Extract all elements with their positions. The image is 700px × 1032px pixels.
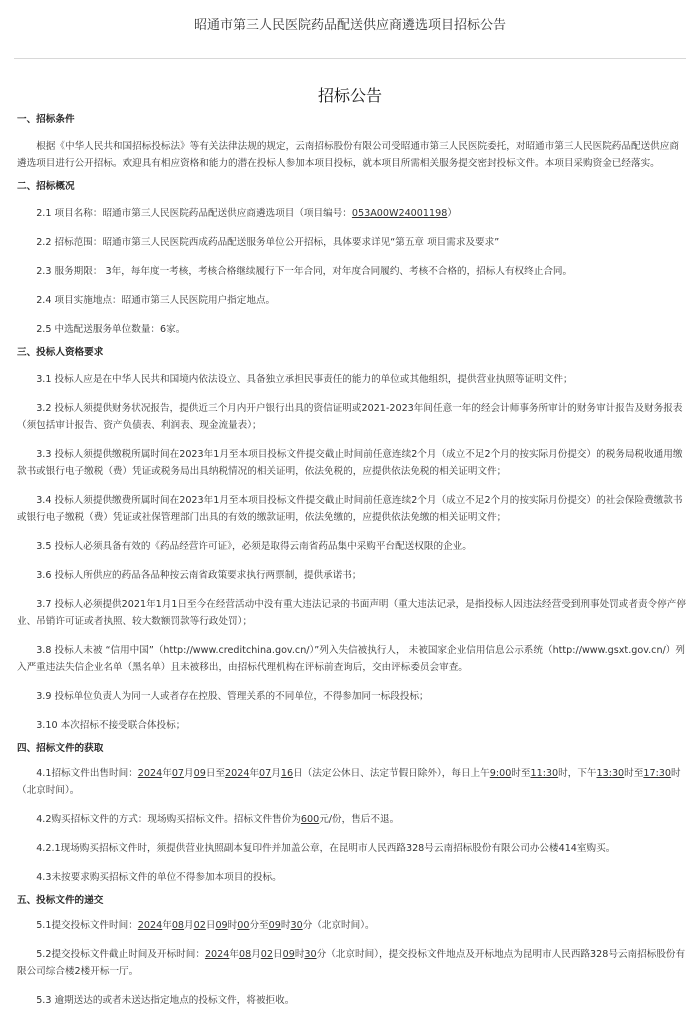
list-item: 3.8 投标人未被 “信用中国”（http://www.creditchina.gov.cn/）”列入失信被执行人， 未被国家企业信用信息公示系统（http://www.gsxt.gov.cn/）列入严重违法失信企业名单（黑名单）且未被移出，由招标代理机构在评标前查询后，交由评标委员会审查。 xyxy=(17,645,685,673)
list-item: 4.1招标文件出售时间：2024年07月09日至2024年07月16日（法定公休日、法定节假日除外），每日上午9:00时至11:30时，下午13:30时至17:30时（北京时间）。 xyxy=(17,768,681,796)
list-item: 2.3 服务期限： 3年，每年度一考核，考核合格继续履行下一年合同，对年度合同履约、考核不合格的，招标人有权终止合同。 xyxy=(36,266,573,277)
header-divider xyxy=(14,58,686,59)
list-item: 3.9 投标单位负责人为同一人或者存在控股、管理关系的不同单位，不得参加同一标段投标； xyxy=(36,691,429,702)
section-heading: 三、投标人资格要求 xyxy=(17,347,104,358)
list-item: 2.5 中选配送服务单位数量：6家。 xyxy=(36,324,186,335)
list-item: 4.3未按要求购买招标文件的单位不得参加本项目的投标。 xyxy=(36,872,282,883)
list-item: 2.4 项目实施地点：昭通市第三人民医院用户指定地点。 xyxy=(36,295,276,306)
document-body xyxy=(0,111,700,1009)
list-item: 3.7 投标人必须提供2021年1月1日至今在经营活动中没有重大违法记录的书面声明（重大违法记录，是指投标人因违法经营受到刑事处罚或者责令停产停业、吊销许可证或者执照、较大数额罚款等行政处罚）； xyxy=(17,599,686,627)
section-heading: 五、投标文件的递交 xyxy=(17,895,104,906)
list-item: 5.1提交投标文件时间：2024年08月02日09时00分至09时30分（北京时间）。 xyxy=(36,920,375,931)
section-heading: 一、招标条件 xyxy=(17,114,75,125)
list-item: 4.2购买招标文件的方式：现场购买招标文件。招标文件售价为600元/份，售后不退。 xyxy=(36,814,400,825)
list-item: 2.1 项目名称：昭通市第三人民医院药品配送供应商遴选项目（项目编号：053A00W24001198） xyxy=(36,208,457,219)
list-item: 3.4 投标人须提供缴费所属时间在2023年1月至本项目投标文件提交截止时间前任意连续2个月（成立不足2个月的按实际月份提交）的社会保险费缴款书或银行电子缴税（费）凭证或社保管理部门出具的有效的缴款证明，依法免缴的，应提供依法免缴的相关证明文件； xyxy=(17,495,683,523)
list-item: 5.2提交投标文件截止时间及开标时间：2024年08月02日09时30分（北京时间），提交投标文件地点及开标地点为昆明市人民西路328号云南招标股份有限公司综合楼2楼开标一厅。 xyxy=(17,949,686,977)
page-header-title: 昭通市第三人民医院药品配送供应商遴选项目招标公告 xyxy=(193,18,506,33)
section-heading: 四、招标文件的获取 xyxy=(17,743,104,754)
list-item: 3.1 投标人应是在中华人民共和国境内依法设立、具备独立承担民事责任的能力的单位或其他组织，提供营业执照等证明文件； xyxy=(36,374,573,385)
list-item: 3.6 投标人所供应的药品各品种按云南省政策要求执行两票制，提供承诺书； xyxy=(36,570,362,581)
list-item: 3.3 投标人须提供缴税所属时间在2023年1月至本项目投标文件提交截止时间前任意连续2个月（成立不足2个月的按实际月份提交）的税务局税收通用缴款书或银行电子缴税（费）凭证或税务局出具纳税情况的相关证明，依法免税的，应提供依法免税的相关证明文件； xyxy=(17,449,683,477)
list-item: 4.2.1现场购买招标文件时，须提供营业执照副本复印件并加盖公章，在昆明市人民西路328号云南招标股份有限公司办公楼414室购买。 xyxy=(36,843,616,854)
document-title: 招标公告 xyxy=(317,86,382,105)
section-heading: 二、招标概况 xyxy=(17,181,75,192)
list-item: 3.5 投标人必须具备有效的《药品经营许可证》，必须是取得云南省药品集中采购平台配送权限的企业。 xyxy=(36,541,472,552)
list-item: 5.3 逾期送达的或者未送达指定地点的投标文件，将被拒收。 xyxy=(36,995,295,1006)
list-item: 3.2 投标人须提供财务状况报告，提供近三个月内开户银行出具的资信证明或2021-2023年间任意一年的经会计师事务所审计的财务审计报告及财务报表（须包括审计报告、资产负债表、利润表、现金流量表）； xyxy=(17,403,683,431)
list-item: 2.2 招标范围：昭通市第三人民医院西成药品配送服务单位公开招标，具体要求详见“第五章 项目需求及要求” xyxy=(36,237,500,248)
list-item: 3.10 本次招标不接受联合体投标； xyxy=(36,720,186,731)
paragraph: 根据《中华人民共和国招标投标法》等有关法律法规的规定，云南招标股份有限公司受昭通市第三人民医院委托，对昭通市第三人民医院药品配送供应商遴选项目进行公开招标。欢迎具有相应资格和能力的潜在投标人参加本项目投标，就本项目所需相关服务提交密封投标文件。本项目采购资金已经落实。 xyxy=(17,141,679,169)
